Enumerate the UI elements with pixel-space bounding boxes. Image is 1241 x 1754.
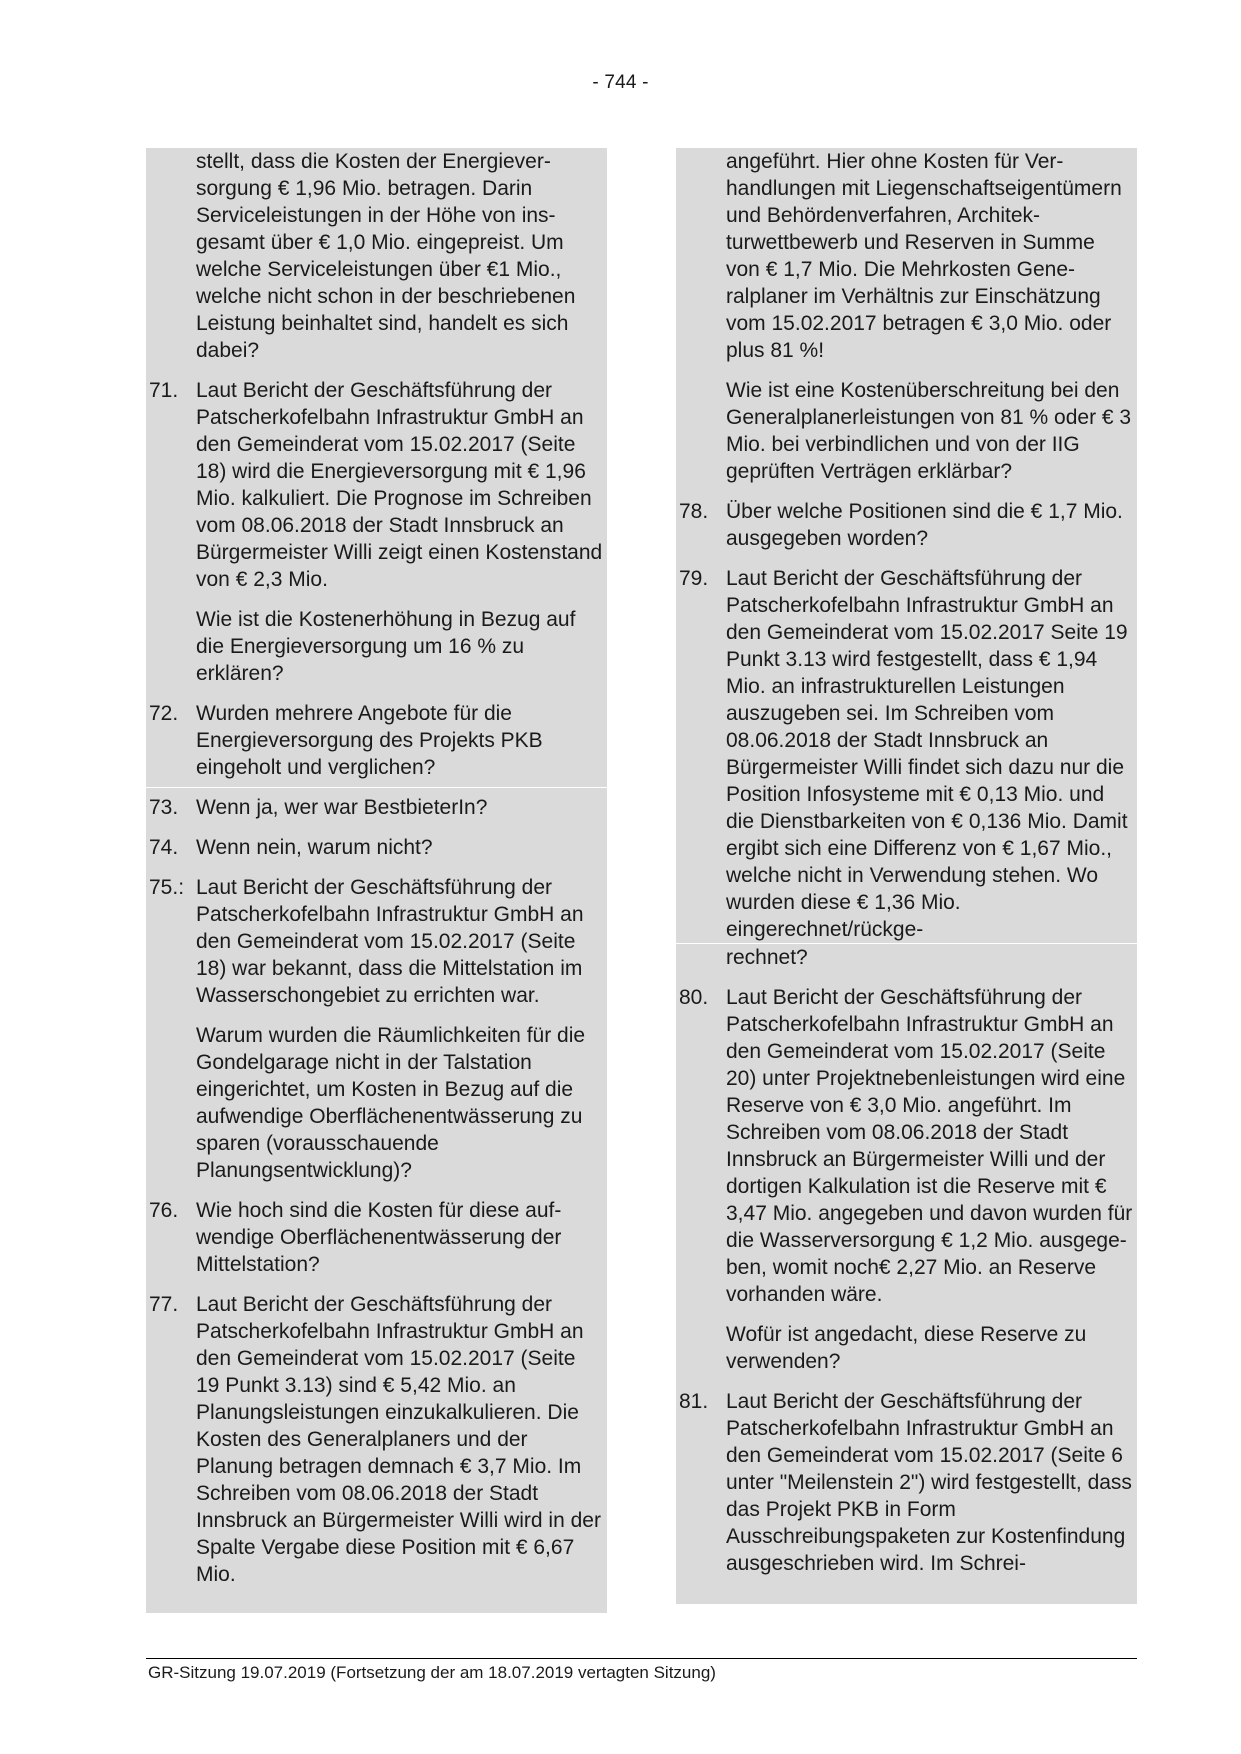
item-number: 71. xyxy=(149,379,179,402)
paragraph: Wenn ja, wer war BestbieterIn? xyxy=(196,796,488,819)
continuation-text xyxy=(676,148,1137,485)
paragraph: Wofür ist angedacht, diese Reserve zu verwenden? xyxy=(726,1323,1087,1373)
paragraph: stellt, dass die Kosten der Energieversorgung € 1,96 Mio. betragen. Darin Serviceleistungen in der Höhe von insgesamt über € 1,0 Mio. eingepreist. Um welche Serviceleistungen über €1 Mio., welche nicht schon in der beschriebenen Leistung beinhaltet sind, handelt es sich dabei? xyxy=(196,150,576,362)
question-item-81 xyxy=(676,1388,1137,1577)
right-column xyxy=(676,148,1137,1604)
item-number: 74. xyxy=(149,836,179,859)
continuation-text xyxy=(146,148,607,364)
item-number: 76. xyxy=(149,1199,179,1222)
footer-text: GR-Sitzung 19.07.2019 (Fortsetzung der am 18.07.2019 vertagten Sitzung) xyxy=(148,1663,716,1682)
item-number: 72. xyxy=(149,702,179,725)
paragraph: Laut Bericht der Geschäftsführung der Patscherkofelbahn Infrastruktur GmbH an den Gemeinderat vom 15.02.2017 Seite 19 Punkt 3.13 wird festgestellt, dass € 1,94 Mio. an infrastrukturellen Leistungen auszugeben sei. Im Schreiben vom 08.06.2018 der Stadt Innsbruck an Bürgermeister Willi findet sich dazu nur die Position Infosysteme mit € 0,13 Mio. und die Dienstbarkeiten von € 0,136 Mio. Damit ergibt sich eine Differenz von € 1,67 Mio., welche nicht in Verwendung stehen. Wo wurden diese € 1,36 Mio. eingerechnet/rückge- xyxy=(726,567,1128,941)
question-item-80 xyxy=(676,984,1137,1375)
question-item-78 xyxy=(676,498,1137,552)
item-number: 75.: xyxy=(149,876,185,899)
paragraph: rechnet? xyxy=(726,946,808,969)
paragraph: Laut Bericht der Geschäftsführung der Patscherkofelbahn Infrastruktur GmbH an den Gemeinderat vom 15.02.2017 (Seite 19 Punkt 3.13) sind € 5,42 Mio. an Planungsleistungen einzukalkulieren. Die Kosten des Generalplaners und der Planung betragen demnach € 3,7 Mio. Im Schreiben vom 08.06.2018 der Stadt Innsbruck an Bürgermeister Willi wird in der Spalte Vergabe diese Position mit € 6,67 Mio. xyxy=(196,1293,601,1586)
paragraph: Laut Bericht der Geschäftsführung der Patscherkofelbahn Infrastruktur GmbH an den Gemeinderat vom 15.02.2017 (Seite 6 unter "Meilenstein 2") wird festgestellt, dass das Projekt PKB in Form Ausschreibungspaketen zur Kostenfindung ausgeschrieben wird. Im Schrei- xyxy=(726,1390,1132,1575)
question-item-74 xyxy=(146,834,607,861)
question-item-79 xyxy=(676,565,1137,971)
item-number: 81. xyxy=(679,1390,709,1413)
item-number: 78. xyxy=(679,500,709,523)
paragraph: Laut Bericht der Geschäftsführung der Patscherkofelbahn Infrastruktur GmbH an den Gemeinderat vom 15.02.2017 (Seite 18) war bekannt, dass die Mittelstation im Wasserschongebiet zu errichten war. xyxy=(196,876,584,1007)
question-item-76 xyxy=(146,1197,607,1278)
paragraph: Laut Bericht der Geschäftsführung der Patscherkofelbahn Infrastruktur GmbH an den Gemeinderat vom 15.02.2017 (Seite 20) unter Projektnebenleistungen wird eine Reserve von € 3,0 Mio. angeführt. Im Schreiben vom 08.06.2018 der Stadt Innsbruck an Bürgermeister Willi und der dortigen Kalkulation ist die Reserve mit € 3,47 Mio. angegeben und davon wurden für die Wasserversorgung € 1,2 Mio. ausgegeben, womit noch€ 2,27 Mio. an Reserve vorhanden wäre. xyxy=(726,986,1133,1306)
paragraph: Warum wurden die Räumlichkeiten für die Gondelgarage nicht in der Talstation eingerichtet, um Kosten in Bezug auf die aufwendige Oberflächenentwässerung zu sparen (vorausschauende Planungsentwicklung)? xyxy=(196,1024,586,1182)
left-column xyxy=(146,148,607,1613)
item-number: 77. xyxy=(149,1293,179,1316)
question-item-77 xyxy=(146,1291,607,1588)
paragraph: angeführt. Hier ohne Kosten für Verhandlungen mit Liegenschaftseigentümern und Behördenverfahren, Architekturwettbewerb und Reserven in Summe von € 1,7 Mio. Die Mehrkosten Generalplaner im Verhältnis zur Einschätzung vom 15.02.2017 betragen € 3,0 Mio. oder plus 81 %! xyxy=(726,150,1122,362)
page-number: - 744 - xyxy=(592,72,649,93)
question-item-71 xyxy=(146,377,607,687)
paragraph: Wie ist eine Kostenüberschreitung bei den Generalplanerleistungen von 81 % oder € 3 Mio. bei verbindlichen und von der IIG geprüften Verträgen erklärbar? xyxy=(726,379,1132,483)
footer-rule xyxy=(146,1658,1137,1659)
shading-divider xyxy=(146,787,607,788)
question-item-72 xyxy=(146,700,607,781)
paragraph: Wie hoch sind die Kosten für diese aufwendige Oberflächenentwässerung der Mittelstation? xyxy=(196,1199,562,1276)
question-item-73 xyxy=(146,794,607,821)
item-number: 73. xyxy=(149,796,179,819)
item-number: 79. xyxy=(679,567,709,590)
item-number: 80. xyxy=(679,986,709,1009)
question-item-75 xyxy=(146,874,607,1184)
paragraph: Über welche Positionen sind die € 1,7 Mio. ausgegeben worden? xyxy=(726,500,1123,550)
paragraph: Wie ist die Kostenerhöhung in Bezug auf die Energieversorgung um 16 % zu erklären? xyxy=(196,608,576,685)
paragraph: Wurden mehrere Angebote für die Energieversorgung des Projekts PKB eingeholt und verglichen? xyxy=(196,702,543,779)
paragraph: Laut Bericht der Geschäftsführung der Patscherkofelbahn Infrastruktur GmbH an den Gemeinderat vom 15.02.2017 (Seite 18) wird die Energieversorgung mit € 1,96 Mio. kalkuliert. Die Prognose im Schreiben vom 08.06.2018 der Stadt Innsbruck an Bürgermeister Willi zeigt einen Kostenstand von € 2,3 Mio. xyxy=(196,379,603,591)
paragraph: Wenn nein, warum nicht? xyxy=(196,836,433,859)
